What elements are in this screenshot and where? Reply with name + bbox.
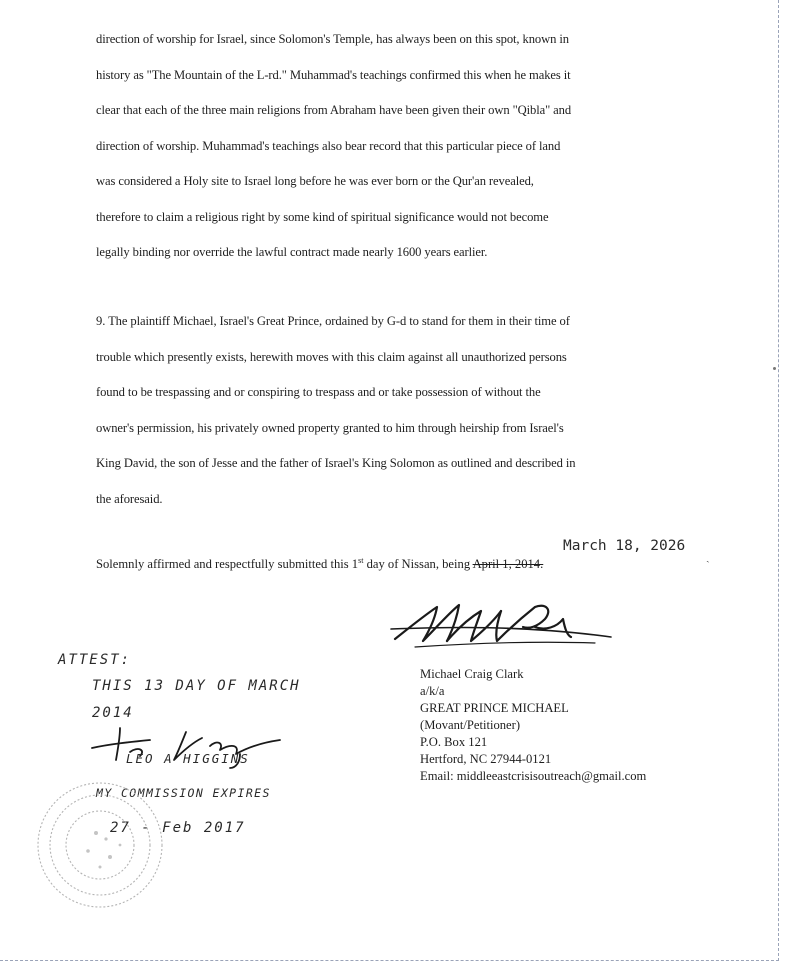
signatory-title: GREAT PRINCE MICHAEL bbox=[420, 701, 569, 715]
affirmation-line bbox=[96, 556, 543, 572]
signatory-role: (Movant/Petitioner) bbox=[420, 718, 521, 732]
handwritten-date: March 18, 2026 bbox=[563, 538, 686, 554]
commission-date: 27 - Feb 2017 bbox=[110, 820, 246, 836]
text-line: clear that each of the three main religions from Abraham have been given their own "Qibla" and bbox=[96, 103, 572, 117]
text-line: history as "The Mountain of the L-rd." Muhammad's teachings confirmed this when he makes it bbox=[96, 67, 571, 82]
text-line: the aforesaid. bbox=[96, 491, 163, 506]
signatory-block bbox=[420, 666, 646, 785]
attest-year: 2014 bbox=[92, 705, 134, 721]
commission-label: MY COMMISSION EXPIRES bbox=[96, 786, 271, 800]
text-line: owner's permission, his privately owned property granted to him through heirship from Israel's bbox=[96, 420, 564, 435]
attest-date-line: THIS 13 DAY OF MARCH bbox=[92, 678, 301, 694]
signatory-city: Hertford, NC 27944-0121 bbox=[420, 752, 552, 766]
signatory-po-box: P.O. Box 121 bbox=[420, 735, 488, 749]
body-paragraph-2 bbox=[96, 304, 736, 517]
signatory-aka: a/k/a bbox=[420, 684, 445, 698]
signatory-email: Email: middleeastcrisisoutreach@gmail.com bbox=[420, 769, 647, 783]
affirmation-text: Solemnly affirmed and respectfully submitted this 1 bbox=[96, 557, 359, 572]
text-line: King David, the son of Jesse and the father of Israel's King Solomon as outlined and described in bbox=[96, 456, 576, 470]
text-line: therefore to claim a religious right by some kind of spiritual significance would not become bbox=[96, 209, 549, 224]
text-line: trouble which presently exists, herewith moves with this claim against all unauthorized persons bbox=[96, 349, 567, 364]
signatory-name: Michael Craig Clark bbox=[420, 667, 524, 681]
affirmation-text-after: day of Nissan, being bbox=[363, 557, 473, 572]
text-line: was considered a Holy site to Israel long before he was ever born or the Qur'an revealed, bbox=[96, 174, 534, 188]
text-line: direction of worship. Muhammad's teachings also bear record that this particular piece of land bbox=[96, 138, 561, 153]
attest-label: ATTEST: bbox=[58, 652, 132, 668]
scan-speck bbox=[773, 367, 776, 370]
affirmation-superscript: st bbox=[358, 556, 364, 565]
struck-date: April 1, 2014. bbox=[472, 557, 544, 572]
text-line: direction of worship for Israel, since Solomon's Temple, has always been on this spot, known in bbox=[96, 32, 569, 46]
text-line: 9. The plaintiff Michael, Israel's Great Prince, ordained by G-d to stand for them in their time of bbox=[96, 314, 570, 328]
tick-mark: ˎ bbox=[706, 551, 710, 563]
signature bbox=[385, 597, 615, 657]
notary-printed-name: LEO A HIGGINS bbox=[126, 751, 250, 766]
notary-seal bbox=[30, 775, 170, 915]
body-paragraph-1 bbox=[96, 22, 736, 271]
text-line: legally binding nor override the lawful contract made nearly 1600 years earlier. bbox=[96, 245, 488, 259]
text-line: found to be trespassing and or conspiring to trespass and or take possession of without the bbox=[96, 385, 541, 399]
